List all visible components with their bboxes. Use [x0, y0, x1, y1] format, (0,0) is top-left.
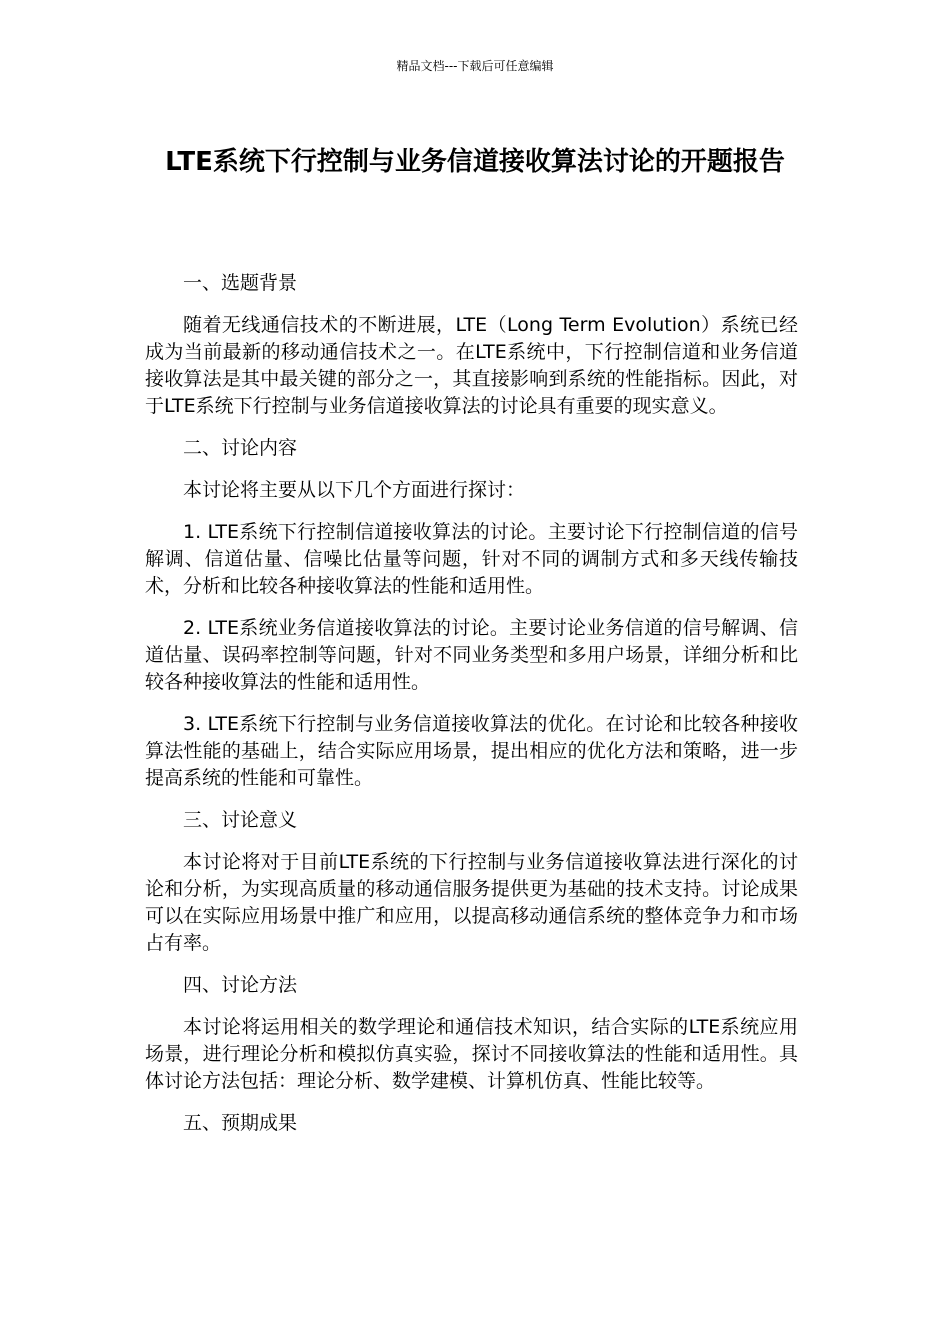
section-heading-background: 一、选题背景 — [183, 272, 298, 294]
document-title: LTE系统下行控制与业务信道接收算法讨论的开题报告 — [165, 147, 785, 177]
section-heading-significance: 三、讨论意义 — [183, 809, 298, 831]
paragraph-content-item-1: 1. LTE系统下行控制信道接收算法的讨论。主要讨论下行控制信道的信号解调、信道估量、信噪比估量等问题，针对不同的调制方式和多天线传输技术，分析和比较各种接收算法的性能和适用性。 — [145, 521, 798, 597]
paragraph-content-intro: 本讨论将主要从以下几个方面进行探讨： — [183, 479, 526, 501]
paragraph-methods: 本讨论将运用相关的数学理论和通信技术知识，结合实际的LTE系统应用场景，进行理论分析和模拟仿真实验，探讨不同接收算法的性能和适用性。具体讨论方法包括：理论分析、数学建模、计算机仿真、性能比较等。 — [145, 1016, 798, 1092]
paragraph-significance: 本讨论将对于目前LTE系统的下行控制与业务信道接收算法进行深化的讨论和分析，为实现高质量的移动通信服务提供更为基础的技术支持。讨论成果可以在实际应用场景中推广和应用，以提高移动通信系统的整体竞争力和市场占有率。 — [145, 851, 798, 954]
paragraph-background: 随着无线通信技术的不断进展，LTE（Long Term Evolution）系统已经成为当前最新的移动通信技术之一。在LTE系统中，下行控制信道和业务信道接收算法是其中最关键的部分之一，其直接影响到系统的性能指标。因此，对于LTE系统下行控制与业务信道接收算法的讨论具有重要的现实意义。 — [145, 314, 798, 417]
page-header: 精品文档---下载后可任意编辑 — [396, 59, 554, 73]
document-body — [145, 270, 798, 1152]
section-heading-expected-results: 五、预期成果 — [183, 1112, 298, 1134]
section-heading-content: 二、讨论内容 — [183, 437, 298, 459]
paragraph-content-item-3: 3. LTE系统下行控制与业务信道接收算法的优化。在讨论和比较各种接收算法性能的基础上，结合实际应用场景，提出相应的优化方法和策略，进一步提高系统的性能和可靠性。 — [145, 713, 798, 789]
paragraph-content-item-2: 2. LTE系统业务信道接收算法的讨论。主要讨论业务信道的信号解调、信道估量、误码率控制等问题，针对不同业务类型和多用户场景，详细分析和比较各种接收算法的性能和适用性。 — [145, 617, 798, 693]
section-heading-methods: 四、讨论方法 — [183, 974, 298, 996]
